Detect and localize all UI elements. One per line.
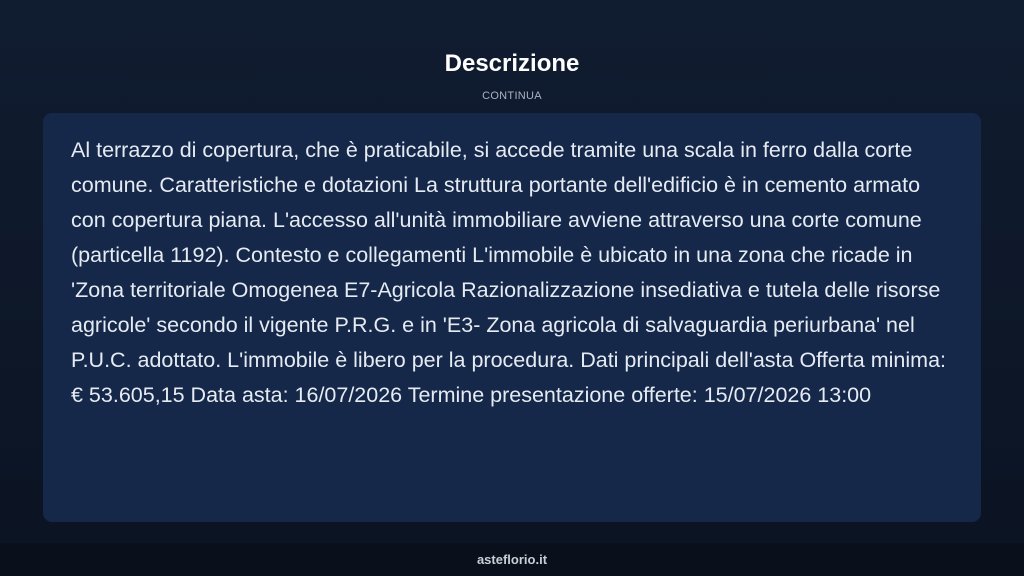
description-text: Al terrazzo di copertura, che è praticabile, si accede tramite una scala in ferro dalla corte comune. Caratteristiche e dotazioni La struttura portante dell'edificio è in cemento armato con copertura piana. L'accesso all'unità immobiliare avviene attraverso una corte comune (particella 1192). Contesto e collegamenti L'immobile è ubicato in una zona che ricade in 'Zona territoriale Omogenea E7-Agricola Razionalizzazione insediativa e tutela delle risorse agricole' secondo il vigente P.R.G. e in 'E3- Zona agricola di salvaguardia periurbana' nel P.U.C. adottato. L'immobile è libero per la procedura. Dati principali dell'asta Offerta minima: € 53.605,15 Data asta: 16/07/2026 Termine presentazione offerte: 15/07/2026 13:00 — [71, 138, 947, 407]
continue-link[interactable]: CONTINUA — [482, 90, 542, 102]
footer — [0, 543, 1024, 576]
description-card — [43, 113, 981, 522]
page-title: Descrizione — [444, 50, 580, 77]
footer-domain: asteflorio.it — [476, 552, 548, 567]
